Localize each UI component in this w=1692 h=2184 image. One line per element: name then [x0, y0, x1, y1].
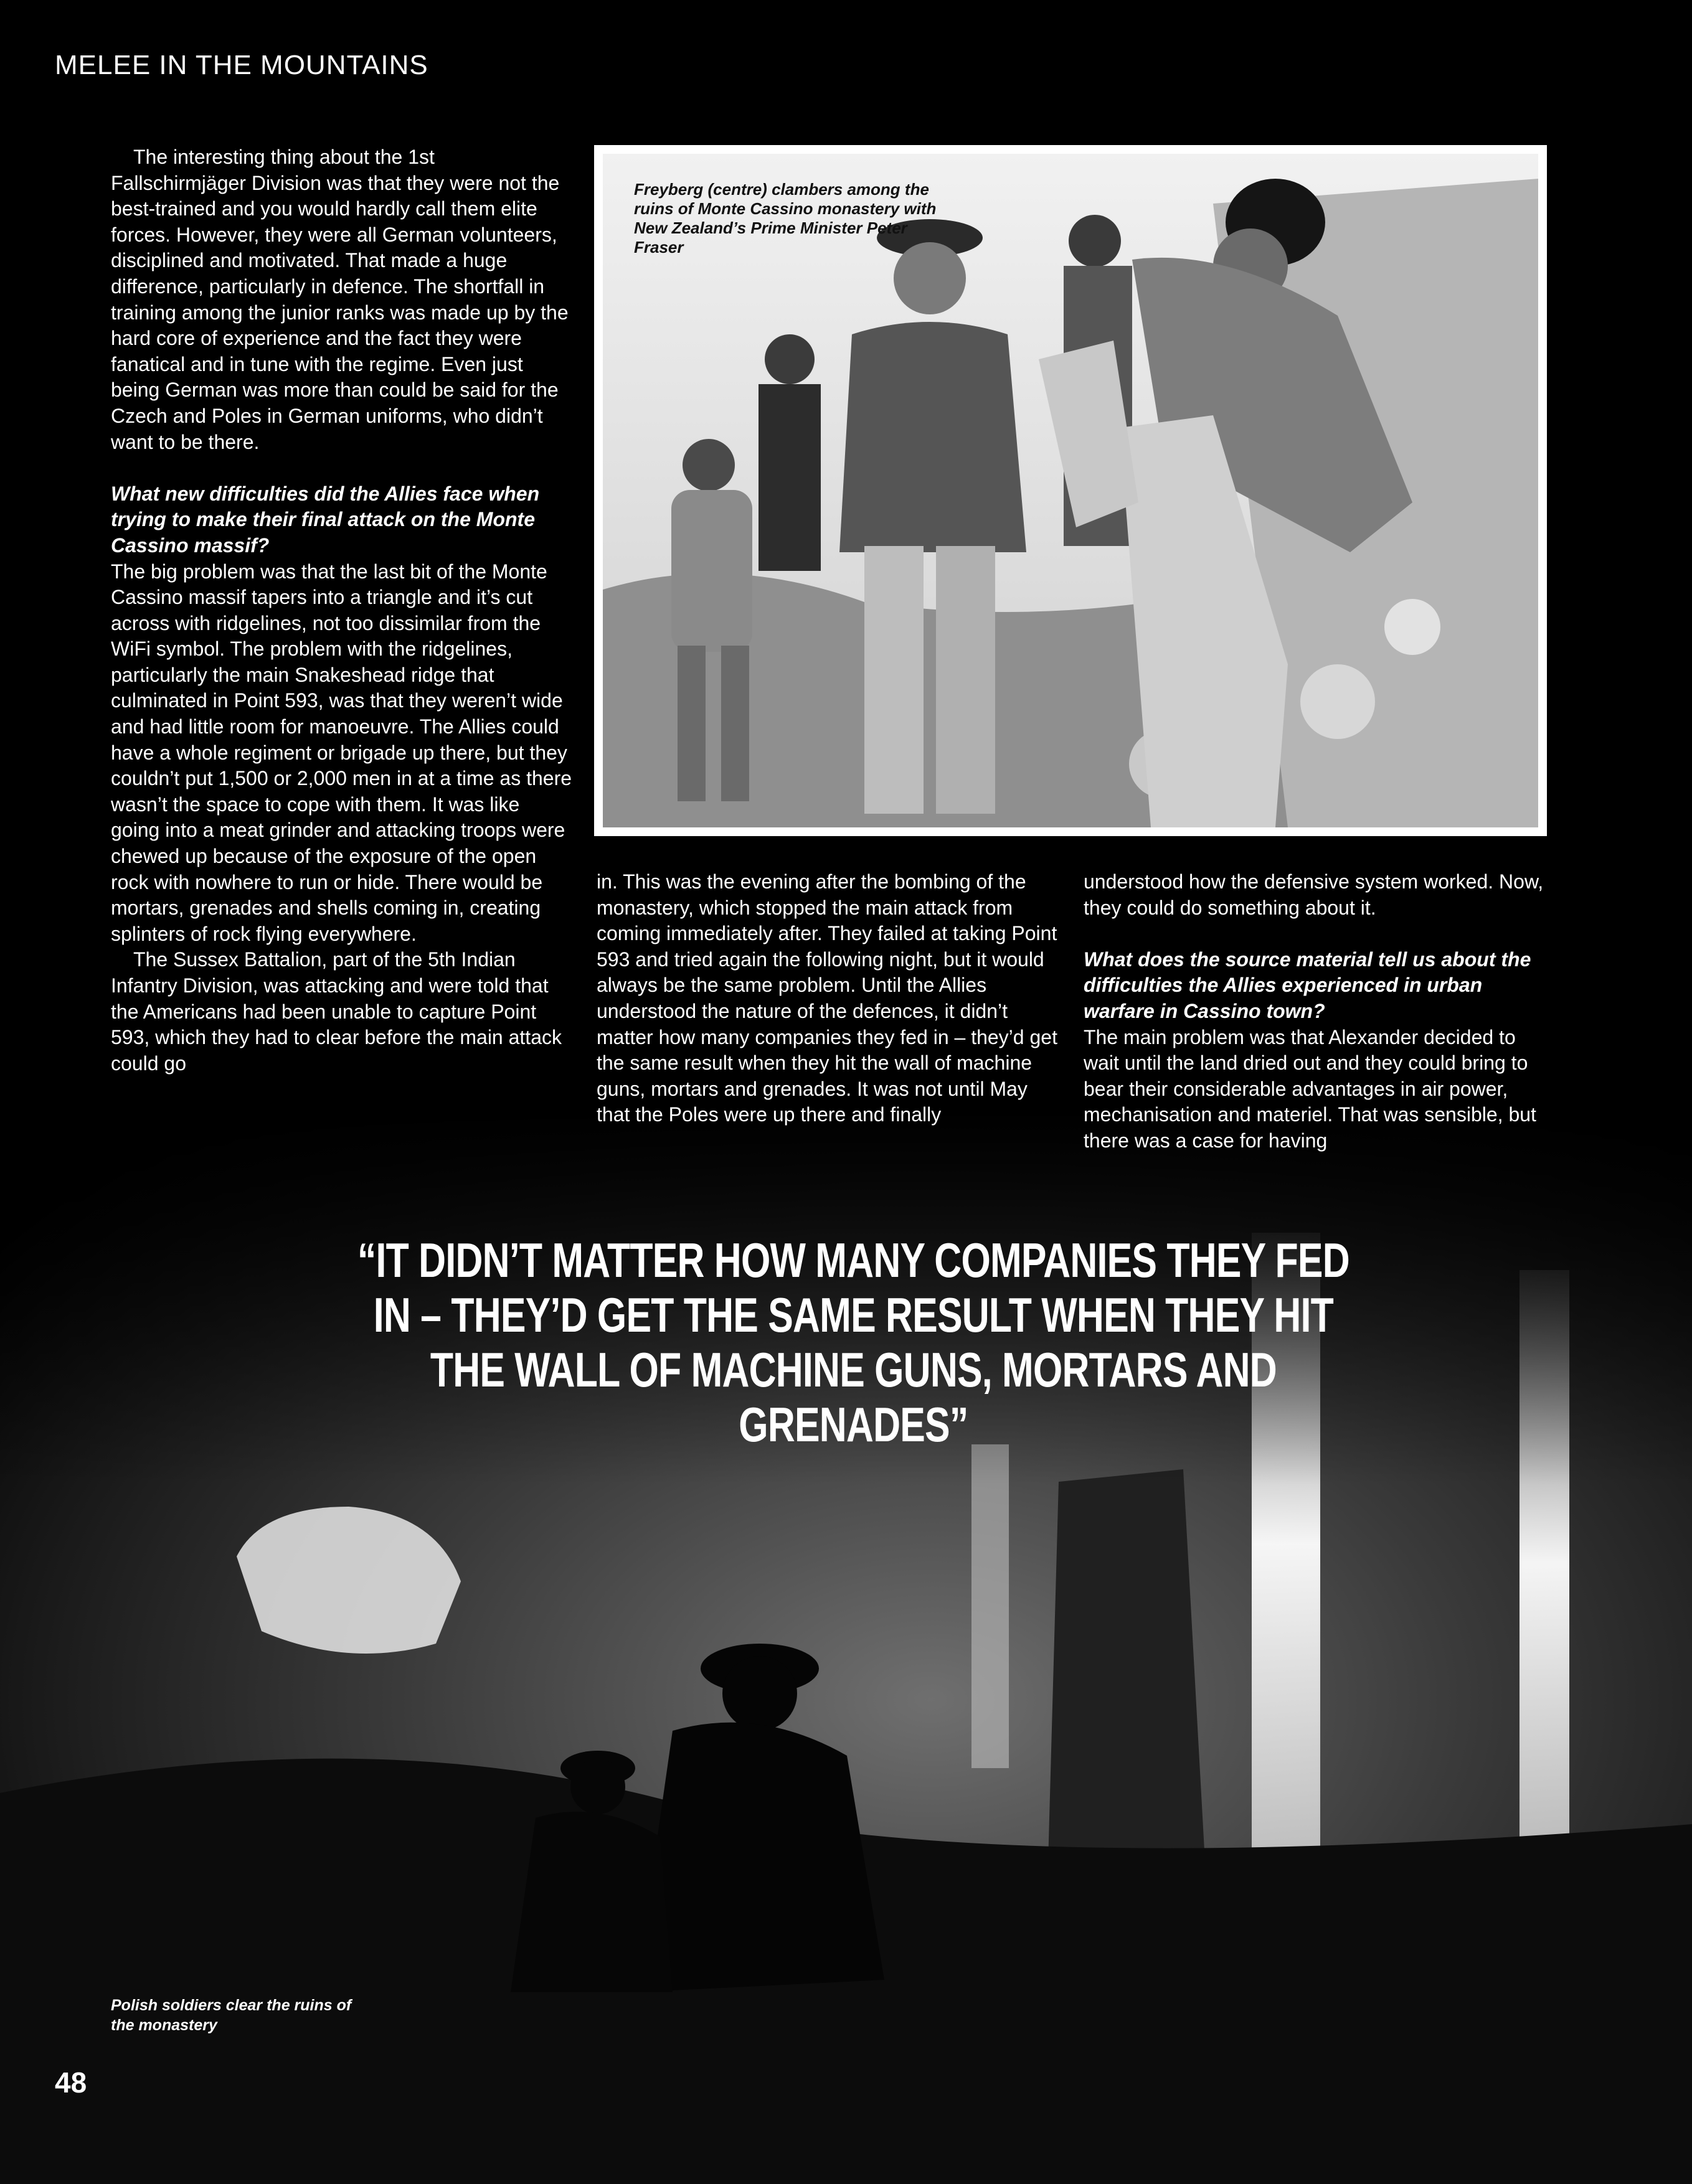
pull-quote-text: “IT DIDN’T MATTER HOW MANY COMPANIES THEY FED IN – THEY’D GET THE SAME RESULT WHEN THEY HIT THE WALL OF MACHINE GUNS, MORTARS AND GRENADES”	[357, 1233, 1349, 1452]
top-photo-caption: Freyberg (centre) clambers among the ruins of Monte Cassino monastery with New Zealand’s Prime Minister Peter Fraser	[634, 180, 937, 257]
text-column-3	[1084, 869, 1548, 1154]
body-paragraph: in. This was the evening after the bombing of the monastery, which stopped the main attack from coming immediately after. They failed at taking Point 593 and tried again the following night, but it would always be the same problem. Until the Allies understood the nature of the defences, it didn’t matter how many companies they fed in – they’d get the same result when they hit the wall of machine guns, mortars and grenades. It was not until May that the Poles were up there and finally	[597, 870, 1057, 1126]
text-column-2	[597, 869, 1061, 1128]
interview-question: What new difficulties did the Allies face when trying to make their final attack on the Monte Cassino massif?	[111, 482, 540, 557]
section-title: MELEE IN THE MOUNTAINS	[55, 50, 428, 80]
interview-question: What does the source material tell us about the difficulties the Allies experienced in urban warfare in Cassino town?	[1084, 948, 1531, 1022]
body-paragraph: The interesting thing about the 1st Fallschirmjäger Division was that they were not the best-trained and you would hardly call them elite forces. However, they were all German volunteers, disciplined and motivated. That made a huge difference, particularly in defence. The shortfall in training among the junior ranks was made up by the hard core of experience and the fact they were fanatical and in tune with the regime. Even just being German was more than could be said for the Czech and Poles in German uniforms, who didn’t want to be there.	[111, 146, 569, 453]
pull-quote	[357, 1233, 1349, 1452]
top-photo	[603, 154, 1538, 827]
body-paragraph: The main problem was that Alexander decided to wait until the land dried out and they could bring to bear their considerable advantages in air power, mechanisation and materiel. That was sensible, but there was a case for having	[1084, 1025, 1536, 1152]
text-column-1	[111, 144, 572, 1076]
body-paragraph: The big problem was that the last bit of the Monte Cassino massif tapers into a triangle and it’s cut across with ridgelines, not too dissimilar from the WiFi symbol. The problem with the ridgelines, particularly the main Snakeshead ridge that culminated in Point 593, was that they weren’t wide and had little room for manoeuvre. The Allies could have a whole regiment or brigade up there, but they couldn’t put 1,500 or 2,000 men in at a time as there wasn’t the space to cope with them. It was like going into a meat grinder and attacking troops were chewed up because of the exposure of the open rock with nowhere to run or hide. There would be mortars, grenades and shells coming in, creating splinters of rock flying everywhere.	[111, 560, 572, 945]
body-paragraph: The Sussex Battalion, part of the 5th Indian Infantry Division, was attacking and were told that the Americans had been unable to capture Point 593, which they had to clear before the main attack could go	[111, 948, 562, 1075]
bottom-photo-caption: Polish soldiers clear the ruins of the monastery	[111, 1997, 352, 2034]
top-photo-frame	[594, 145, 1547, 836]
body-paragraph: understood how the defensive system worked. Now, they could do something about it.	[1084, 870, 1544, 919]
page-number: 48	[55, 2066, 87, 2099]
